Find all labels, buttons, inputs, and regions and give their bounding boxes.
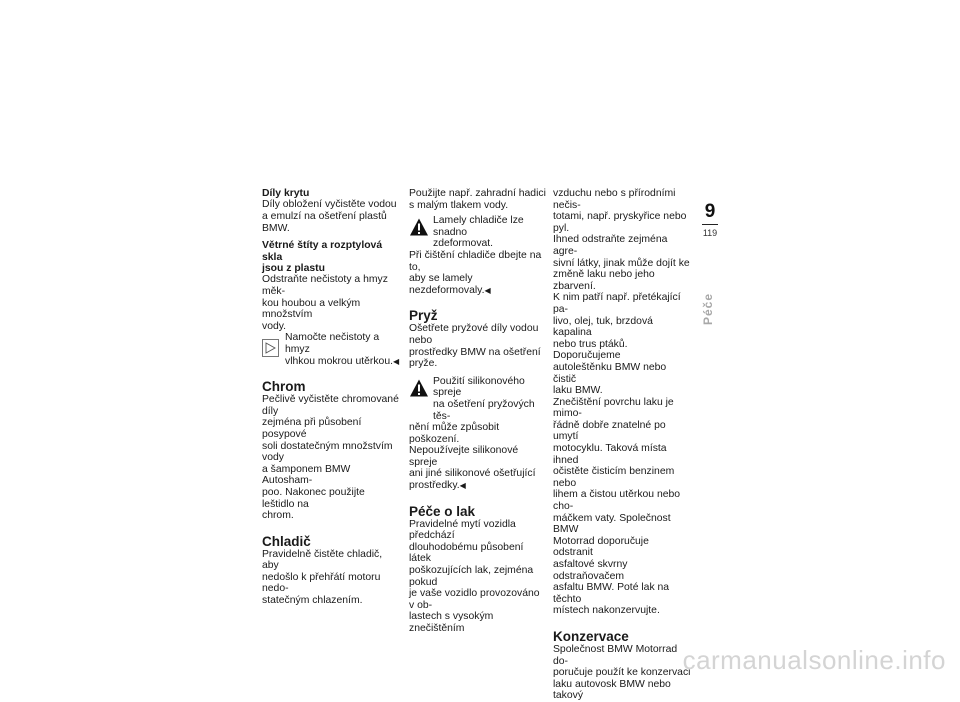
paragraph-pryz: Ošetřete pryžové díly vodou nebo prostředky BMW na ošetření pryže. (409, 323, 541, 370)
chapter-divider (702, 224, 718, 225)
paragraph-konzervace: Společnost BMW Motorrad do- poručuje použít ke konzervaci laku autovosk BMW nebo takový (553, 643, 691, 702)
end-mark-icon: ◀ (459, 481, 466, 491)
heading-konzervace: Konzervace (553, 628, 629, 644)
warning-note-silikon: Použití silikonového spreje na ošetření pryžových těs- (409, 376, 547, 422)
paragraph-dily-krytu: Díly obložení vyčistěte vodou a emulzí na ošetření plastů BMW. (262, 199, 397, 234)
page-number: 119 (702, 228, 718, 238)
paragraph-pece-o-lak: Pravidelné mytí vozidla předchází dlouhodobému působení látek poškozujících lak, zejména pokud je vaše vozidlo provozováno v ob- lastech s vysokým znečištěním (409, 518, 540, 634)
end-mark-icon: ◀ (393, 356, 400, 366)
warning-triangle-icon (409, 378, 429, 398)
text-column-3 (553, 188, 691, 702)
tip-triangle-icon (262, 339, 279, 357)
chapter-side-title: Péče (701, 292, 715, 326)
paragraph-lak-pokracovani: vzduchu nebo s přírodními nečis- totami, např. pryskyřice nebo pyl. Ihned odstraňte zejména agre- sivní látky, jinak může dojít ke změně laku nebo jeho zbarvení. K nim patří např. přetékající pa- livo, olej, tuk, brzdová kapalina nebo trus ptáků. Doporučujeme autoleštěnku BMW nebo čistič laku BMW. Znečištění povrchu laku je mimo- řádně dobře znatelné po umytí motocyklu. Taková místa ihned očistěte čisticím benzinem nebo lihem a čistou utěrkou nebo cho- máčkem vaty. Společnost BMW Motorrad doporučuje odstranit asfaltové skvrny odstraňovačem asfaltu BMW. Poté lak na těchto místech nakonzervujte. (553, 188, 690, 617)
warning-triangle-icon (409, 217, 429, 237)
watermark: carmanualsonline.info (682, 645, 946, 675)
tip-note: Namočte nečistoty a hmyz vlhkou mokrou utěrkou.◀ (262, 332, 400, 367)
chapter-number: 9 (704, 201, 716, 222)
heading-vetrne-stity: Větrné štíty a rozptylová skla jsou z plastu (262, 240, 383, 274)
heading-pryz: Pryž (409, 308, 438, 324)
heading-dily-krytu: Díly krytu (262, 188, 310, 199)
paragraph-chrom: Pečlivě vyčistěte chromované díly zejména při působení posypové soli dostatečným množstvím vody a šamponem BMW Autosham- poo. Nakonec použijte leštidlo na chrom. (262, 394, 399, 522)
paragraph-hadice: Použijte např. zahradní hadici s malým tlakem vody. (409, 188, 546, 211)
paragraph-chladic: Pravidelně čistěte chladič, aby nedošlo k přehřátí motoru nedo- statečným chlazením. (262, 548, 383, 607)
warning-note-lamely: Lamely chladiče lze snadno zdeformovat. (409, 215, 547, 250)
text-column-1 (262, 188, 400, 607)
paragraph-lamely: Při čištění chladiče dbejte na to, aby se lamely nezdeformovaly.◀ (409, 249, 542, 296)
heading-chladic: Chladič (262, 533, 311, 549)
end-mark-icon: ◀ (484, 285, 491, 295)
paragraph-vetrne-stity: Odstraňte nečistoty a hmyz měk- kou houbou a velkým množstvím vody. (262, 274, 388, 332)
text-column-2 (409, 188, 547, 635)
heading-pece-o-lak: Péče o lak (409, 503, 476, 519)
paragraph-silikon: nění může způsobit poškození. Nepoužívejte silikonové spreje ani jiné silikonové ošetřující prostředky.◀ (409, 422, 536, 492)
heading-chrom: Chrom (262, 379, 306, 395)
